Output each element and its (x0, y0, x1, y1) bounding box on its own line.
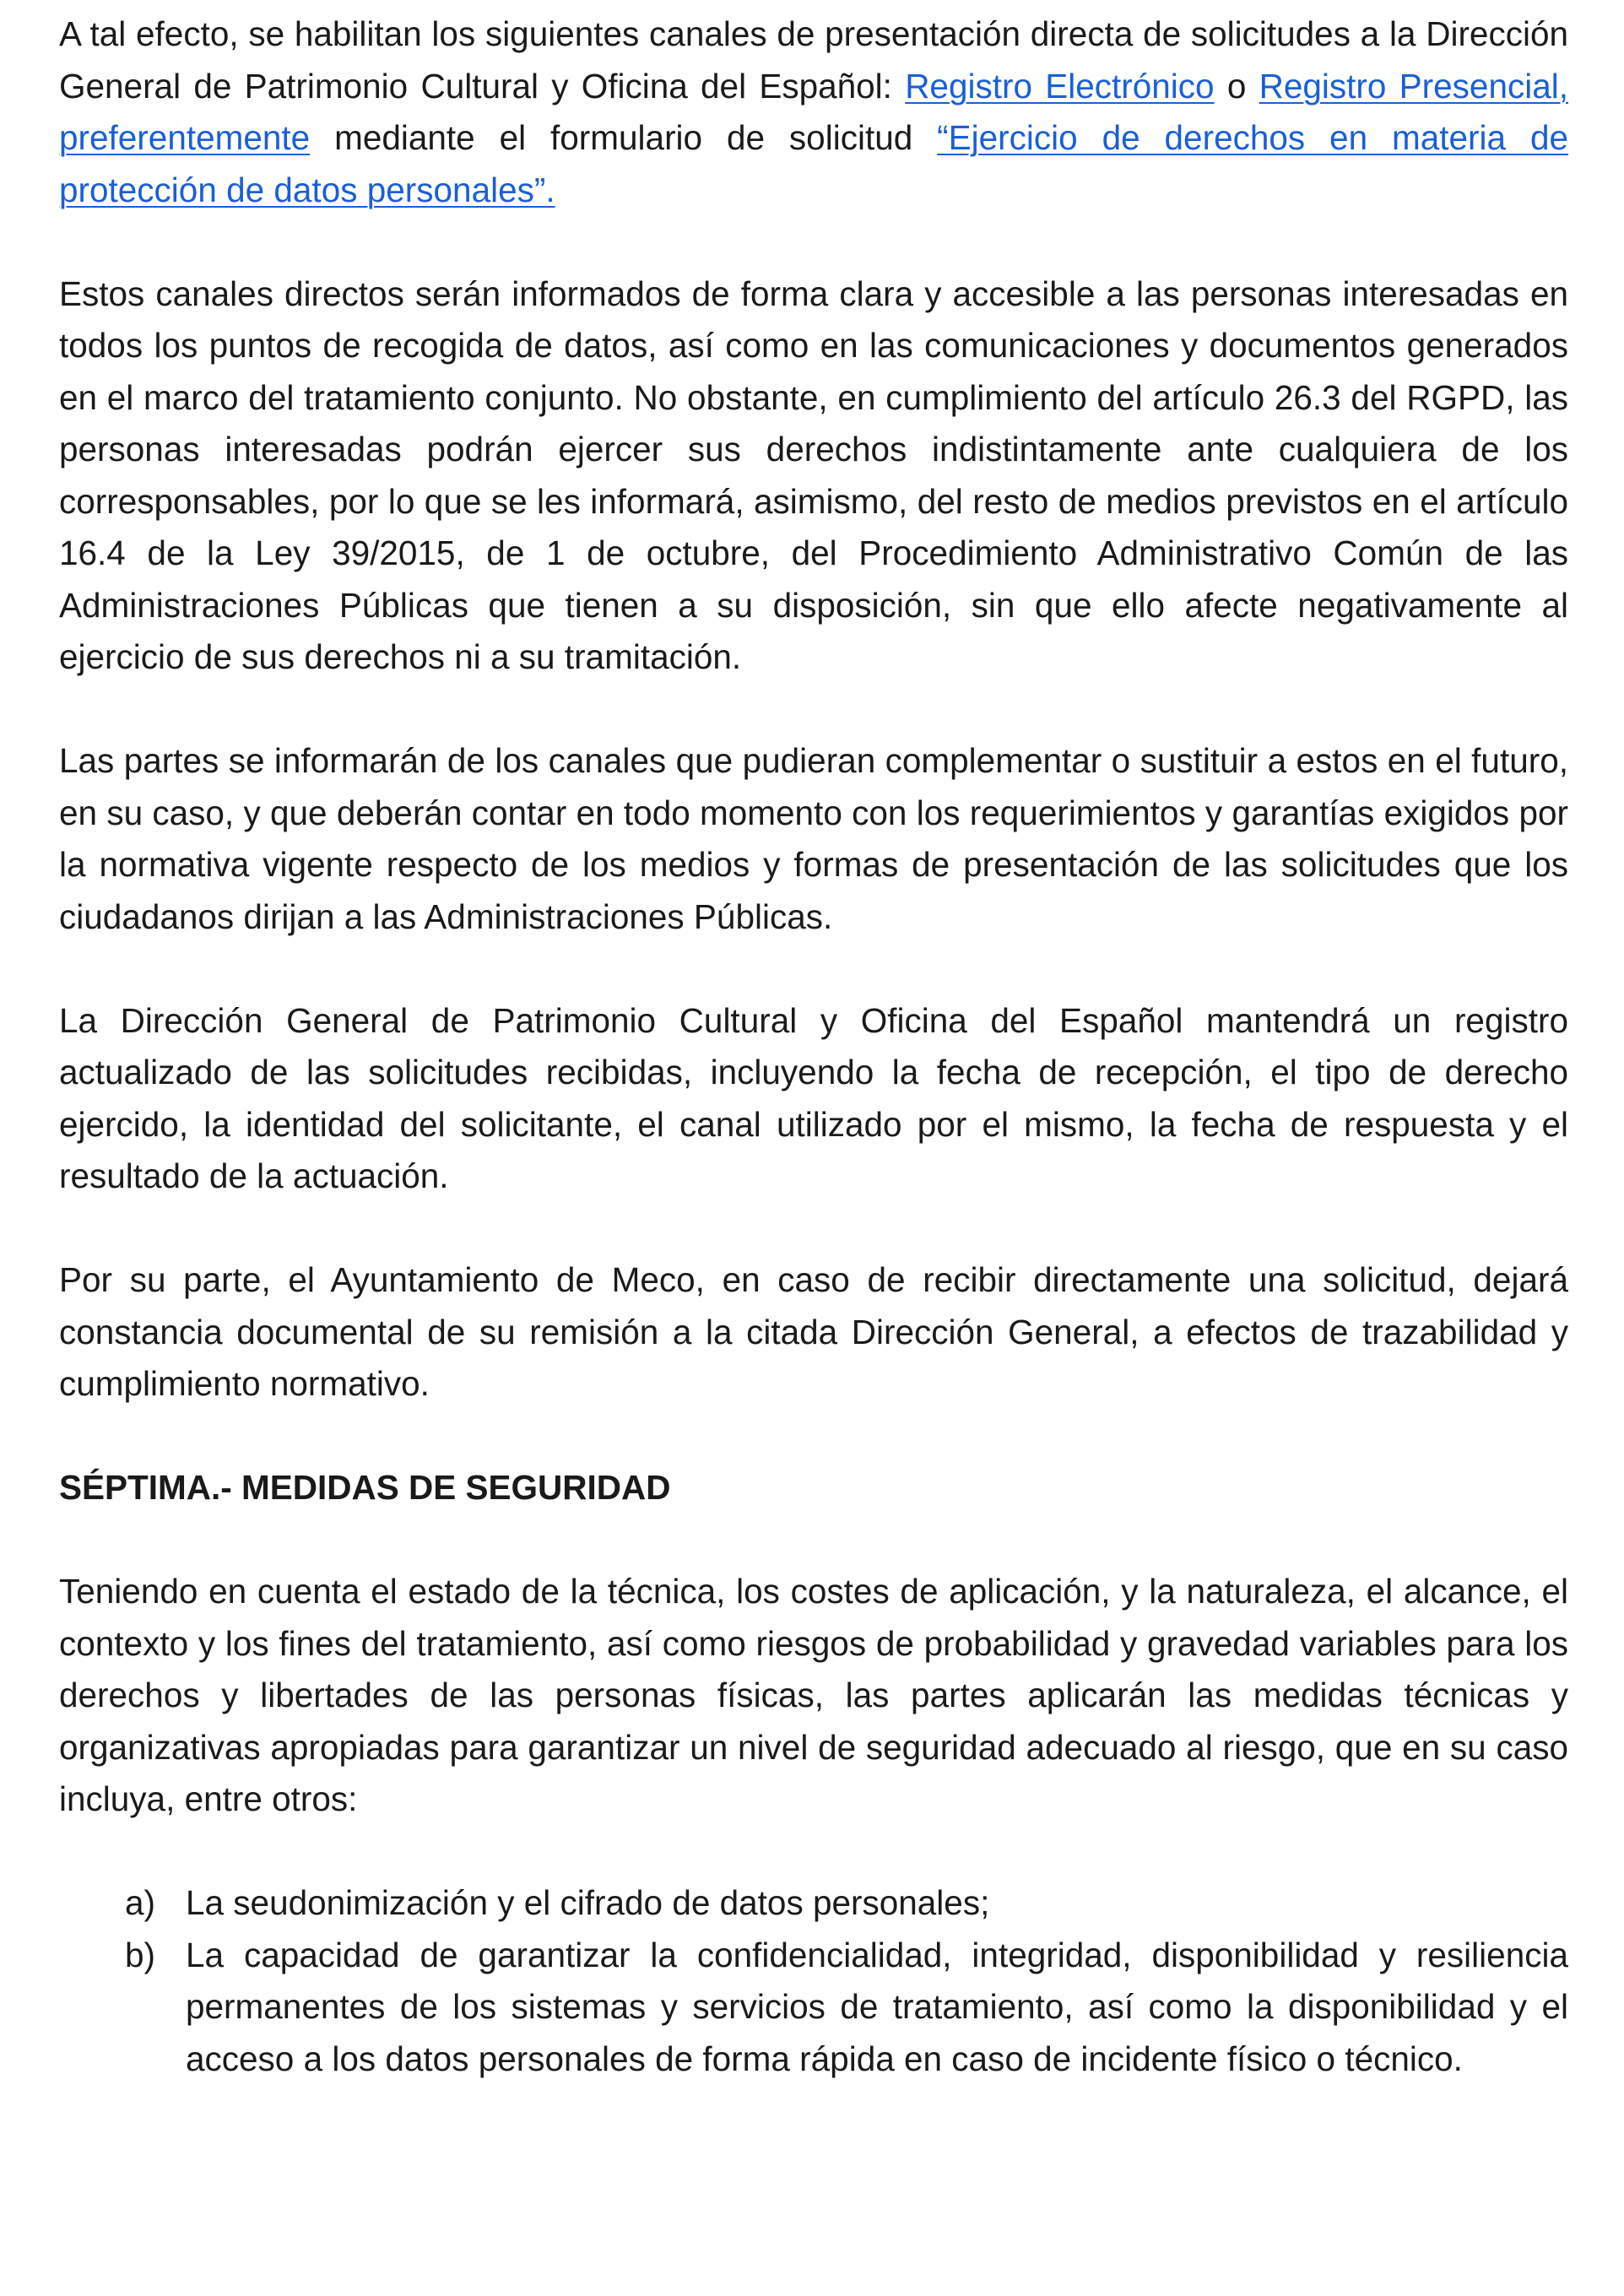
paragraph-1-text-start: A tal efecto, se habilitan los siguientes canales de presentación directa de solicitudes a la Dirección General de Patrimonio Cultural y Oficina del Español: (59, 14, 1568, 106)
paragraph-ayuntamiento-meco: Por su parte, el Ayuntamiento de Meco, en caso de recibir directamente una solicitud, dejará constancia documental de su remisión a la citada Dirección General, a efectos de trazabilidad y cumplimiento normativo. (59, 1260, 1568, 1403)
paragraph-direct-channels: Estos canales directos serán informados de forma clara y accesible a las personas interesadas en todos los puntos de recogida de datos, así como en las comunicaciones y documentos generados en el marco del tratamiento conjunto. No obstante, en cumplimiento del artículo 26.3 del RGPD, las personas interesadas podrán ejercer sus derechos indistintamente ante cualquiera de los corresponsables, por lo que se les informará, asimismo, del resto de medios previstos en el artículo 16.4 de la Ley 39/2015, de 1 de octubre, del Procedimiento Administrativo Común de las Administraciones Públicas que tienen a su disposición, sin que ello afecte negativamente al ejercicio de sus derechos ni a su tramitación. (59, 273, 1568, 676)
security-measures-list (59, 1877, 1568, 2085)
link-formulario-ejercicio-derechos[interactable]: “Ejercicio de derechos en materia de protección de datos personales”. (59, 118, 1568, 209)
list-item (125, 1930, 1568, 2086)
list-marker: a) (125, 1883, 156, 1922)
link-registro-presencial[interactable]: Registro Presencial, preferentemente (59, 66, 1569, 157)
paragraph-registration-channels (59, 8, 1568, 216)
list-item-text: La seudonimización y el cifrado de datos personales; (186, 1883, 990, 1922)
document-page (59, 0, 1568, 2085)
paragraph-1-text-or: o (1214, 66, 1259, 106)
list-marker: b) (125, 1935, 156, 1974)
paragraph-request-registry: La Dirección General de Patrimonio Cultural y Oficina del Español mantendrá un registro actualizado de las solicitudes recibidas, incluyendo la fecha de recepción, el tipo de derecho ejercido, la identidad del solicitante, el canal utilizado por el mismo, la fecha de respuesta y el resultado de la actuación. (59, 1000, 1568, 1195)
paragraph-future-channels: Las partes se informarán de los canales que pudieran complementar o sustituir a estos en el futuro, en su caso, y que deberán contar en todo momento con los requerimientos y garantías exigidos por la normativa vigente respecto de los medios y formas de presentación de las solicitudes que los ciudadanos dirijan a las Administraciones Públicas. (59, 741, 1568, 936)
paragraph-security-intro: Teniendo en cuenta el estado de la técnica, los costes de aplicación, y la naturaleza, el alcance, el contexto y los fines del tratamiento, así como riesgos de probabilidad y gravedad variables para los derechos y libertades de las personas físicas, las partes aplicarán las medidas técnicas y organizativas apropiadas para garantizar un nivel de seguridad adecuado al riesgo, que en su caso incluya, entre otros: (59, 1572, 1568, 1818)
section-heading-security-measures: SÉPTIMA.- MEDIDAS DE SEGURIDAD (59, 1468, 671, 1507)
paragraph-1-text-middle: mediante el formulario de solicitud (310, 118, 938, 157)
list-item (125, 1877, 1568, 1930)
list-item-text: La capacidad de garantizar la confidencialidad, integridad, disponibilidad y resiliencia permanentes de los sistemas y servicios de tratamiento, así como la disponibilidad y el acceso a los datos personales de forma rápida en caso de incidente físico o técnico. (186, 1935, 1568, 2078)
link-registro-electronico[interactable]: Registro Electrónico (905, 66, 1215, 106)
